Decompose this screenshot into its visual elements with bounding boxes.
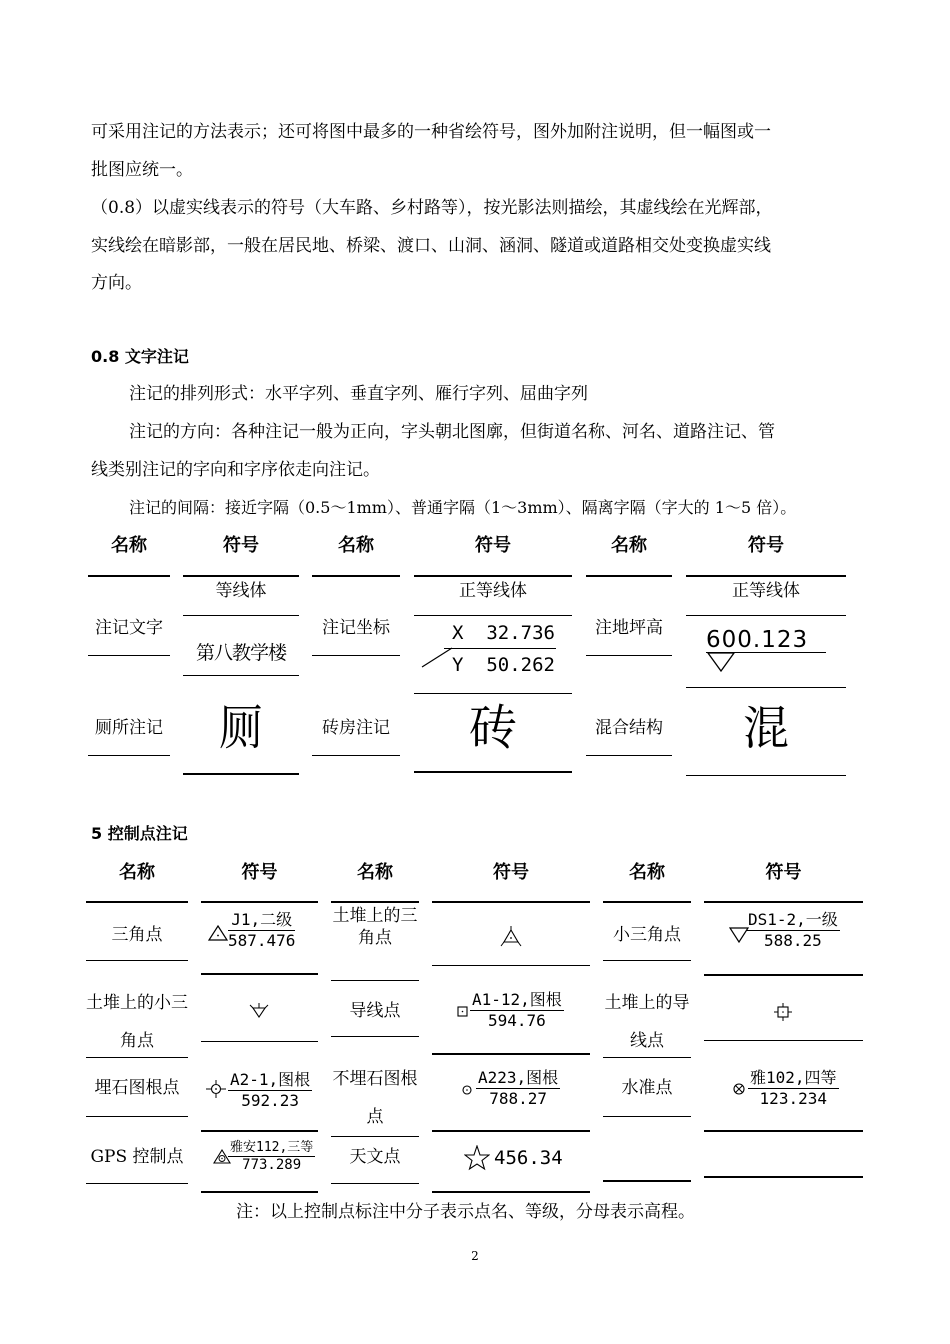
paragraph-line: 可采用注记的方法表示；还可将图中最多的一种省绘符号，图外加附注说明，但一幅图或一 [91,122,771,142]
control-point-label: J1,二级 587.476 [228,910,296,950]
paragraph-line: 注记的间隔：接近字隔（0.5～1mm）、普通字隔（1～3mm）、隔离字隔（字大的 1～5 倍）。 [129,498,797,517]
paragraph-line: 注记的方向：各种注记一般为正向，字头朝北图廓，但街道名称、河名、道路注记、管 [129,422,775,442]
row-name: 小三角点 [613,925,681,945]
table-header: 名称 [111,535,147,556]
font-type-label: 正等线体 [732,581,800,601]
unburied-stone-point-icon [460,1083,474,1097]
mound-minor-triangulation-icon [248,1002,270,1022]
mound-traverse-icon [772,1002,794,1022]
benchmark-icon [731,1081,747,1097]
control-point-label: 雅安112,三等 773.289 [230,1140,314,1173]
star-icon [464,1145,490,1171]
control-point-label: DS1-2,一级 588.25 [748,910,838,950]
control-point-label: 雅102,四等 123.234 [750,1068,837,1108]
astronomic-elevation: 456.34 [494,1147,563,1169]
table-header: 名称 [119,862,155,883]
row-name: 水准点 [621,1078,673,1098]
paragraph-line: 方向。 [91,273,142,293]
row-name: 砖房注记 [322,718,390,738]
table-header: 符号 [748,535,784,556]
paragraph-line: 注记的排列形式：水平字列、垂直字列、雁行字列、屈曲字列 [129,384,588,404]
brick-annotation-glyph: 砖 [468,700,517,756]
table-header: 名称 [629,862,665,883]
mound-triangulation-icon [499,926,523,948]
coord-y: Y 50.262 [452,654,555,676]
font-type-label: 等线体 [215,581,267,601]
row-name: 注记坐标 [322,618,390,638]
row-name: GPS 控制点 [90,1147,184,1167]
table-header: 名称 [357,862,393,883]
row-name: 天文点 [349,1147,401,1167]
mixed-structure-glyph: 混 [743,701,789,755]
coord-leader-line [420,645,456,671]
buried-stone-point-icon [205,1079,227,1099]
row-name: 注地坪高 [595,618,663,638]
table-header: 名称 [338,535,374,556]
paragraph-line: 线类别注记的字向和字序依走向注记。 [91,460,380,480]
table-header: 符号 [765,862,802,883]
row-name: 土堆上的导线点 [604,993,690,1051]
paragraph-line: 批图应统一。 [91,160,193,180]
control-point-label: A1-12,图根 594.76 [472,990,562,1030]
page-number: 2 [471,1249,479,1263]
sample-label-text: 第八教学楼 [195,642,286,664]
table-note: 注：以上控制点标注中分子表示点名、等级，分母表示高程。 [236,1202,695,1222]
row-name: 土堆上的三角点 [332,906,418,948]
font-type-label: 正等线体 [459,581,527,601]
paragraph-line: （0.8）以虚实线表示的符号（大车路、乡村路等），按光影法则描绘，其虚线绘在光辉部， [91,198,773,218]
coord-x: X 32.736 [452,622,555,644]
section-heading: 5 控制点注记 [91,824,188,843]
toilet-annotation-glyph: 厕 [219,700,263,756]
row-name: 土堆上的小三角点 [86,993,188,1051]
row-name: 不埋石图根点 [332,1069,418,1127]
table-header: 符号 [241,862,278,883]
row-name: 混合结构 [595,718,663,738]
table-header: 名称 [611,535,647,556]
row-name: 厕所注记 [95,718,163,738]
control-point-label: A223,图根 788.27 [478,1068,559,1108]
row-name: 注记文字 [95,618,163,638]
row-name: 三角点 [111,925,163,945]
triangulation-point-icon [207,924,229,942]
section-heading: 0.8 文字注记 [91,347,189,366]
row-name: 导线点 [349,1001,401,1021]
traverse-point-icon [455,1004,471,1020]
row-name: 埋石图根点 [94,1078,180,1098]
control-point-label: A2-1,图根 592.23 [230,1070,311,1110]
table-header: 符号 [475,535,511,556]
table-header: 符号 [223,535,259,556]
paragraph-line: 实线绘在暗影部，一般在居民地、桥梁、渡口、山洞、涵洞、隧道或道路相交处变换虚实线 [91,236,771,256]
elevation-value: 600.123 [706,627,809,653]
triangle-icon [706,652,736,674]
table-header: 符号 [493,862,529,883]
